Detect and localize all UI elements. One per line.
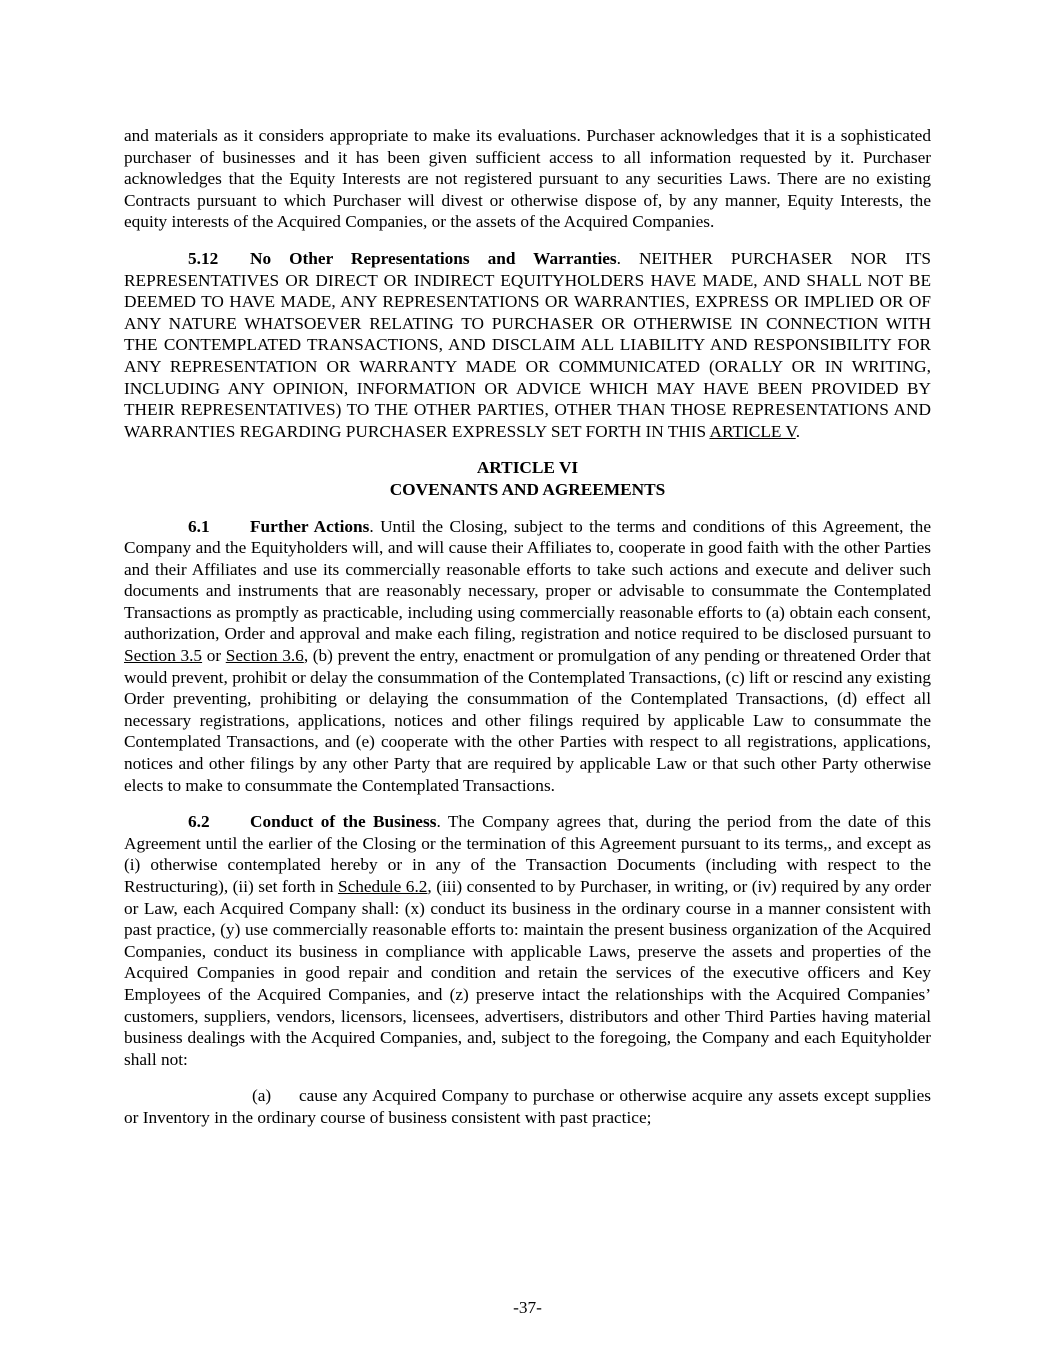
section-body: , (iii) consented to by Purchaser, in writing, or (iv) required by any order or Law, each Acquired Company shall: (x) conduct its business in the ordinary course in a manner consistent with past practice, (y) use commercially reasonable efforts to: maintain the present business organization of the Acquired Companies, conduct its business in compliance with applicable Laws, preserve the assets and properties of the Acquired Companies in good repair and condition and retain the services of the executive officers and Key Employees of the Acquired Companies, and (z) preserve intact the relationships with the Acquired Companies’ customers, suppliers, vendors, licensors, licensees, advertisers, distributors and other Third Parties having material business dealings with the Acquired Companies, and, subject to the foregoing, the Company and each Equityholder shall not: (124, 877, 931, 1069)
article-heading (124, 457, 931, 500)
section-title: No Other Representations and Warranties (250, 248, 617, 268)
section-title: Conduct of the Business (250, 812, 437, 832)
section-number: 6.1 (188, 516, 210, 536)
subsection-label: (a) (252, 1086, 272, 1106)
section-number: 5.12 (188, 248, 219, 268)
section-5-12 (124, 248, 931, 442)
cross-reference-link[interactable]: ARTICLE V (709, 421, 796, 441)
section-end: . (795, 421, 801, 441)
section-6-1 (124, 516, 931, 797)
document-page (124, 125, 931, 1129)
continuation-paragraph: and materials as it considers appropriate to make its evaluations. Purchaser acknowledges that it is a sophisticated purchaser of businesses and it has been given sufficient access to all information requested by it. Purchaser acknowledges that the Equity Interests are not registered pursuant to any securities Laws. There are no existing Contracts pursuant to which Purchaser will divest or otherwise dispose of, by any manner, Equity Interests, the equity interests of the Acquired Companies, or the assets of the Acquired Companies. (124, 126, 931, 232)
cross-reference-link[interactable]: Section 3.6 (225, 646, 304, 666)
section-body: , (b) prevent the entry, enactment or promulgation of any pending or threatened Order that would prevent, prohibit or delay the consummation of the Contemplated Transactions, (c) lift or rescind any existing Order preventing, prohibiting or delaying the consummation of the Contemplated Transactions, (d) effect all necessary registrations, applications, notices and other filings required by applicable Law to consummate the Contemplated Transactions, and (e) cooperate with the other Parties with respect to all registrations, applications, notices and other filings by any other Party that are required by applicable Law or that such other Party otherwise elects to make to consummate the Contemplated Transactions. (124, 646, 931, 795)
section-body: or (202, 646, 226, 666)
subsection-text: cause any Acquired Company to purchase or otherwise acquire any assets except supplies or Inventory in the ordinary course of business consistent with past practice; (124, 1086, 931, 1127)
section-body: . NEITHER PURCHASER NOR ITS REPRESENTATIVES OR DIRECT OR INDIRECT EQUITYHOLDERS HAVE MADE, AND SHALL NOT BE DEEMED TO HAVE MADE, ANY REPRESENTATIONS OR WARRANTIES, EXPRESS OR IMPLIED OR OF ANY NATURE WHATSOEVER RELATING TO PURCHASER OR OTHERWISE IN CONNECTION WITH THE CONTEMPLATED TRANSACTIONS, AND DISCLAIM ALL LIABILITY AND RESPONSIBILITY FOR ANY REPRESENTATION OR WARRANTY MADE OR COMMUNICATED (ORALLY OR IN WRITING, INCLUDING ANY OPINION, INFORMATION OR ADVICE WHICH MAY HAVE BEEN PROVIDED BY THEIR REPRESENTATIVES) TO THE OTHER PARTIES, OTHER THAN THOSE REPRESENTATIONS AND WARRANTIES REGARDING PURCHASER EXPRESSLY SET FORTH IN THIS (124, 248, 931, 441)
section-body: . The Company agrees that, during the period from the date of this Agreement until the earlier of the Closing or the termination of this Agreement pursuant to its terms,, and except as (i) otherwise contemplated hereby or in any of the Transaction Documents (including with respect to the Restructuring), (ii) set forth in (124, 812, 932, 896)
cross-reference-link[interactable]: Section 3.5 (124, 646, 203, 666)
section-number: 6.2 (188, 812, 210, 832)
page-number: -37- (513, 1298, 542, 1317)
article-title: COVENANTS AND AGREEMENTS (389, 479, 666, 499)
section-body: . Until the Closing, subject to the terms and conditions of this Agreement, the Company and the Equityholders will, and will cause their Affiliates to, cooperate in good faith with the other Parties and their Affiliates and use its commercially reasonable efforts to take such actions and execute and deliver such documents and instruments that are reasonably necessary, proper or advisable to consummate the Contemplated Transactions as promptly as practicable, including using commercially reasonable efforts to (a) obtain each consent, authorization, Order and approval and make each filing, registration and notice required to be disclosed pursuant to (124, 516, 931, 644)
cross-reference-link[interactable]: Schedule 6.2 (337, 877, 428, 896)
section-6-2 (124, 811, 931, 1070)
subsection-a (124, 1085, 931, 1128)
article-number: ARTICLE VI (476, 458, 579, 478)
section-title: Further Actions (250, 516, 370, 536)
